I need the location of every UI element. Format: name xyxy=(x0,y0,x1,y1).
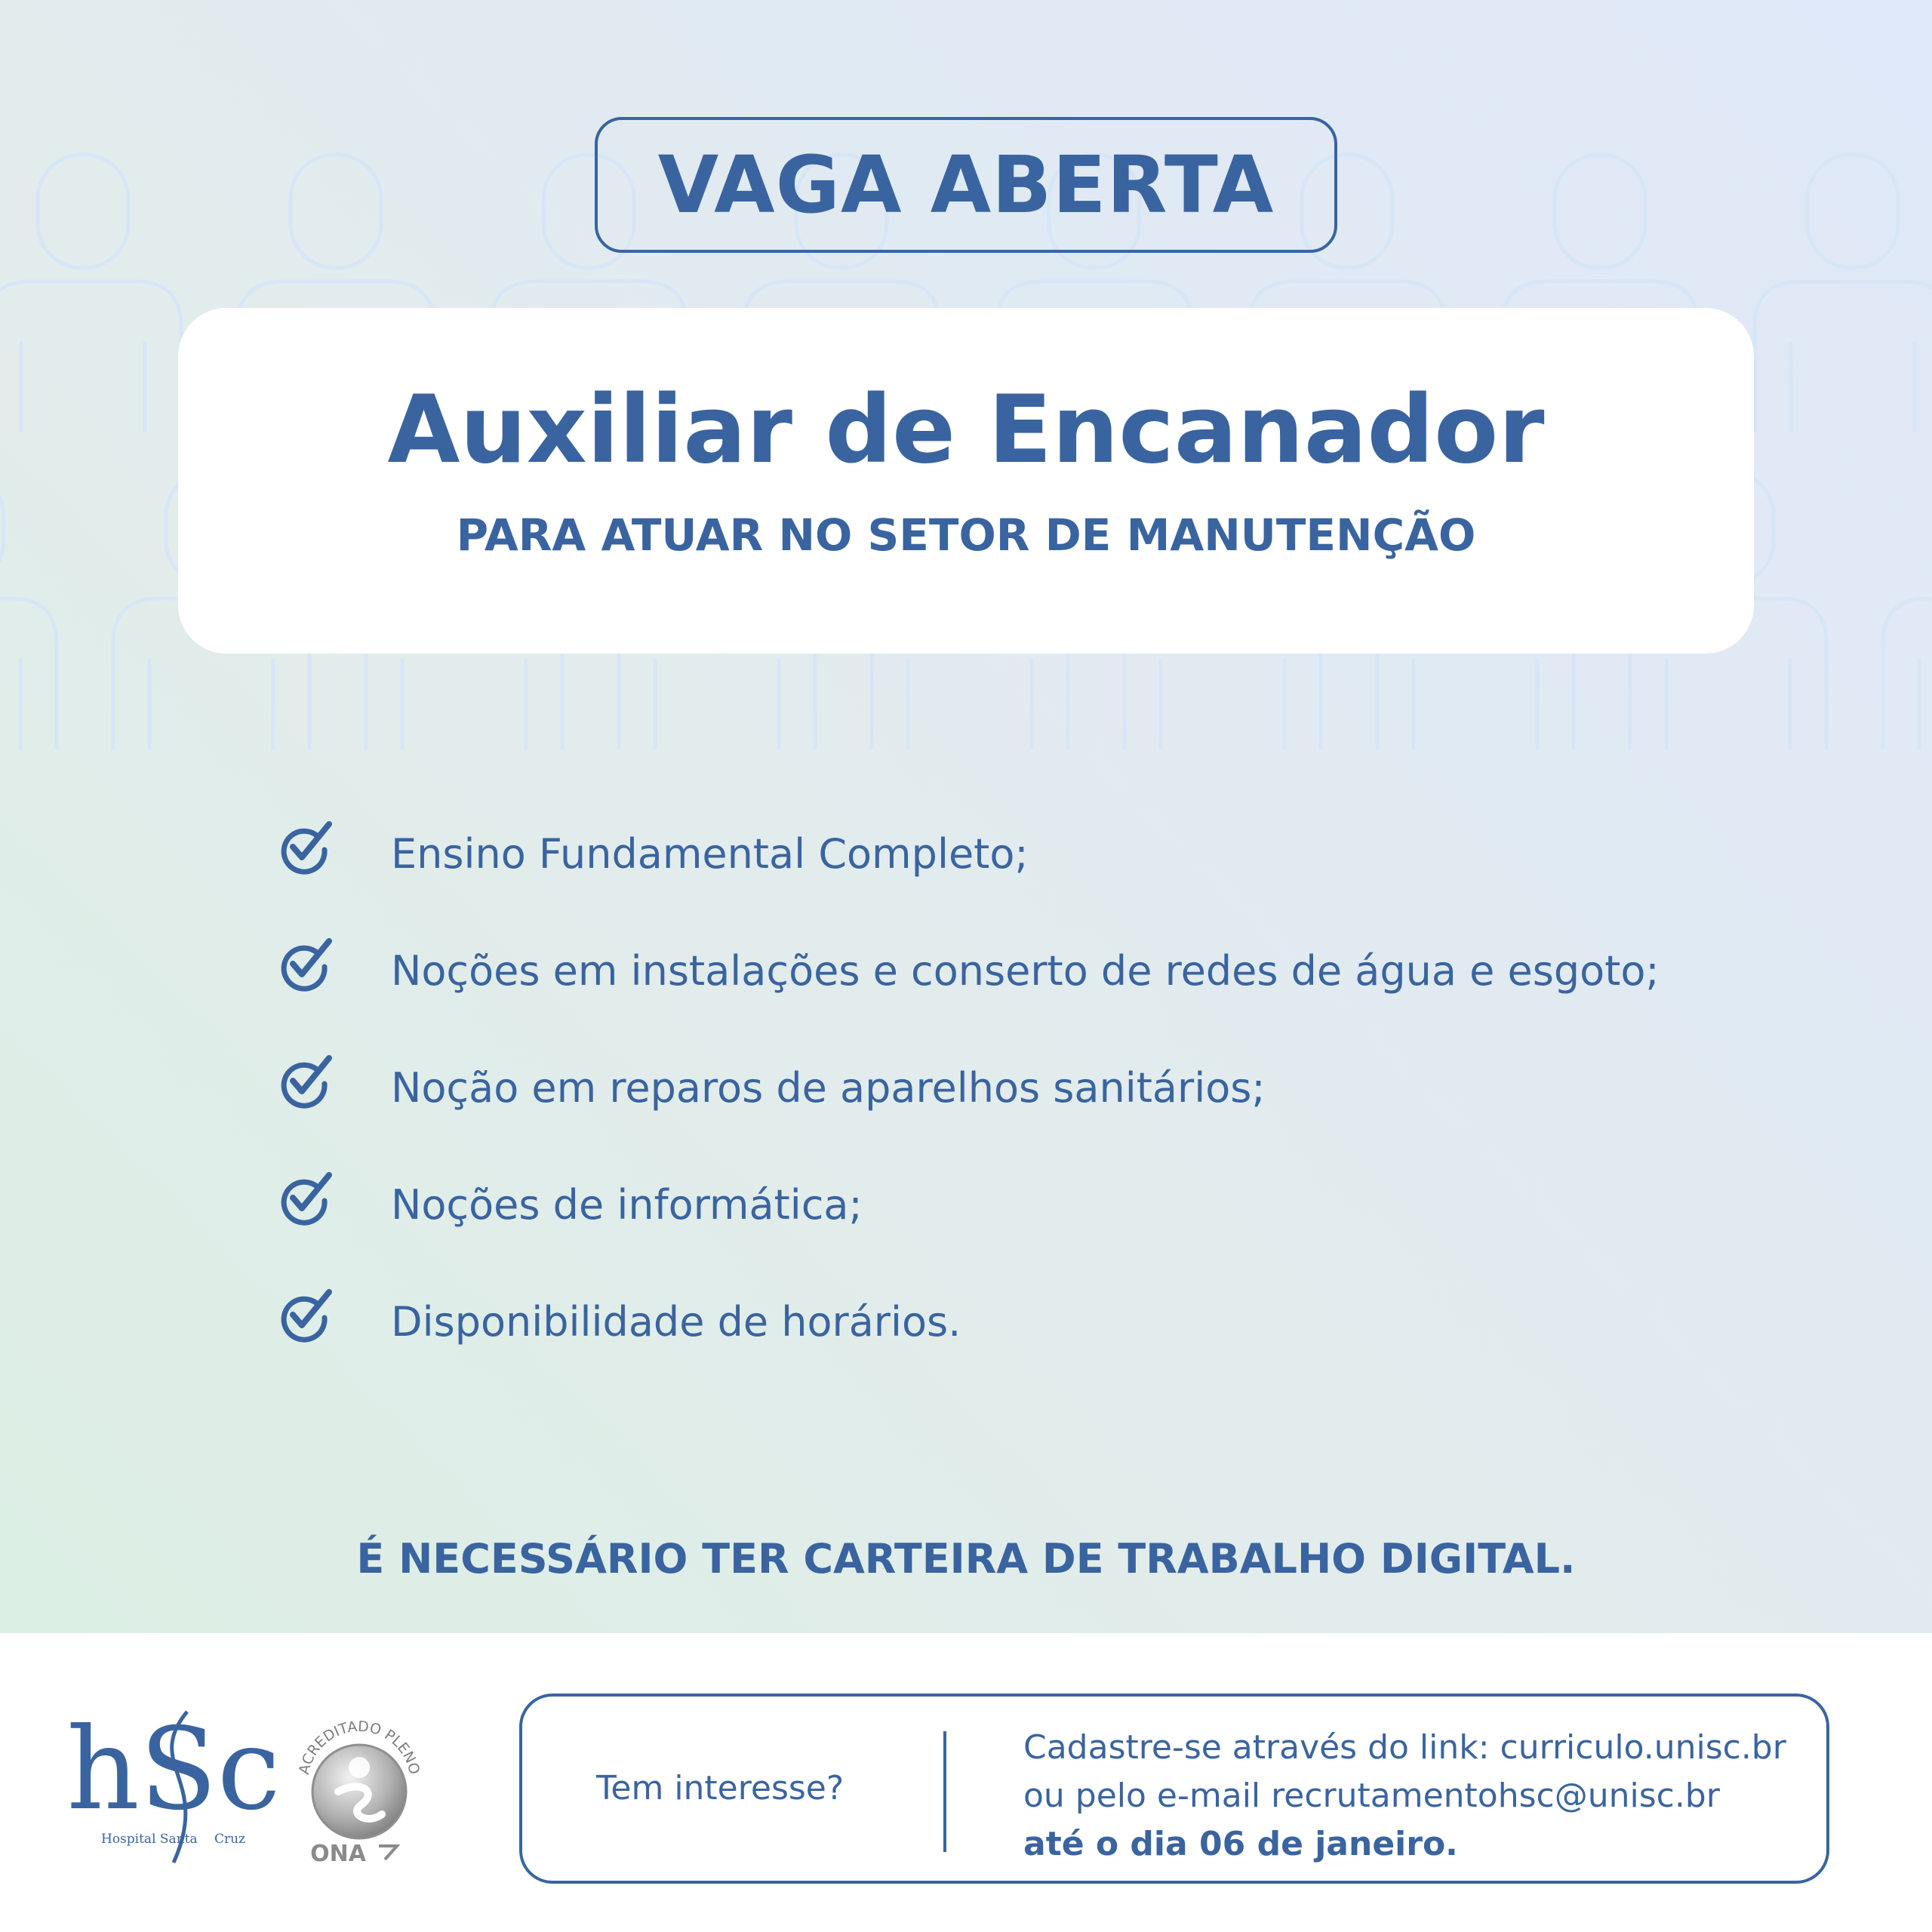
interest-label: Tem interesse? xyxy=(596,1769,844,1807)
requirement-notice: É NECESSÁRIO TER CARTEIRA DE TRABALHO DIGITAL. xyxy=(356,1535,1576,1583)
job-subtitle: PARA ATUAR NO SETOR DE MANUTENÇÃO xyxy=(456,509,1476,561)
requirement-item xyxy=(276,934,1710,1001)
contact-lines xyxy=(1023,1724,1786,1869)
requirement-item xyxy=(276,1284,1710,1352)
person-silhouette-icon xyxy=(1883,472,1932,749)
requirement-item xyxy=(276,1051,1710,1118)
requirement-item xyxy=(276,1168,1710,1235)
ona-seal-brand: ONA xyxy=(310,1841,366,1866)
check-circle-icon xyxy=(276,1284,337,1345)
ona-accreditation-seal xyxy=(285,1707,433,1866)
check-circle-icon xyxy=(276,934,337,994)
contact-email-line: ou pelo e-mail recrutamentohsc@unisc.br xyxy=(1023,1777,1720,1815)
person-silhouette-icon xyxy=(0,472,57,749)
person-silhouette-icon xyxy=(1755,155,1932,432)
check-circle-icon xyxy=(276,1168,337,1228)
job-title: Auxiliar de Encanador xyxy=(387,376,1545,485)
requirement-text: Noção em reparos de aparelhos sanitários; xyxy=(391,1064,1266,1112)
requirement-text: Noções de informática; xyxy=(391,1181,863,1229)
hsc-logo-letters: hSc xyxy=(66,1704,281,1835)
check-circle-icon xyxy=(276,1051,337,1111)
contact-link-line: Cadastre-se através do link: curriculo.unisc.br xyxy=(1023,1728,1786,1767)
requirement-item xyxy=(276,817,1710,884)
hospital-santa-cruz-logo xyxy=(66,1697,281,1870)
contact-box xyxy=(519,1694,1829,1884)
requirement-text: Disponibilidade de horários. xyxy=(391,1298,961,1346)
vacancy-badge-label: VAGA ABERTA xyxy=(657,139,1275,231)
contact-divider xyxy=(943,1731,946,1852)
title-card xyxy=(178,308,1754,654)
requirement-text: Noções em instalações e conserto de redes de água e esgoto; xyxy=(391,947,1660,995)
application-deadline: até o dia 06 de janeiro. xyxy=(1023,1825,1458,1863)
person-silhouette-icon xyxy=(0,155,181,432)
hsc-logo-caption-right: Cruz xyxy=(214,1832,246,1847)
requirement-text: Ensino Fundamental Completo; xyxy=(391,830,1029,878)
vacancy-badge xyxy=(595,117,1337,253)
ona-seal-arc-text: ACREDITADO PLENO xyxy=(295,1718,423,1777)
check-circle-icon xyxy=(276,817,337,877)
hsc-logo-caption-left: Hospital Santa xyxy=(101,1832,198,1847)
